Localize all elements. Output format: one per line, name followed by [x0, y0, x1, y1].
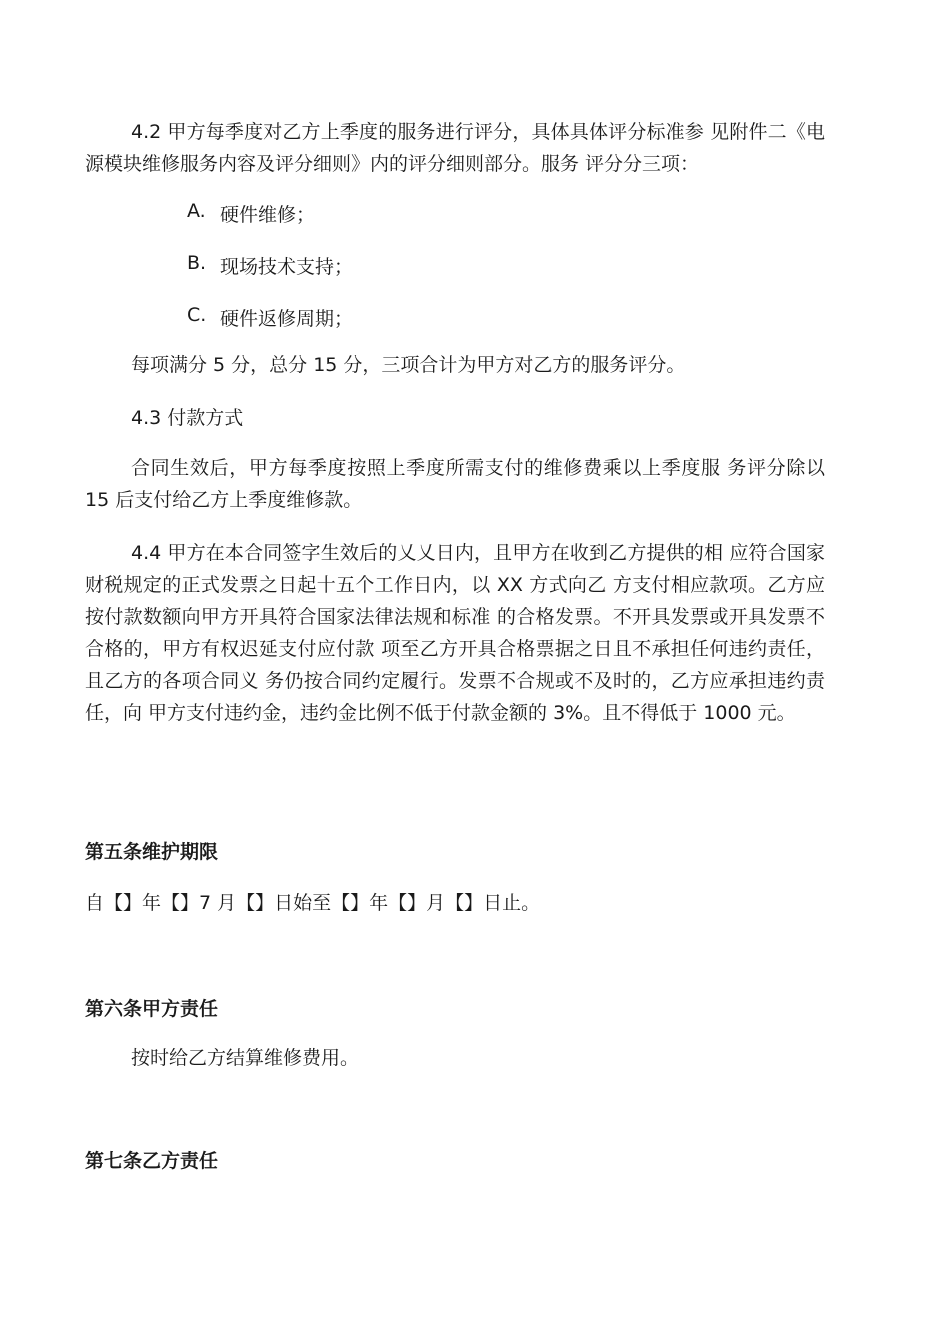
list-item-text: 硬件返修周期；	[220, 308, 354, 330]
clause-4-2: 4.2 甲方每季度对乙方上季度的服务进行评分，具体具体评分标准参 见附件二《电源模块维修服务内容及评分细则》内的评分细则部分。服务 评分分三项：	[85, 121, 825, 175]
list-item	[187, 252, 353, 279]
list-item-label: A.	[187, 200, 206, 222]
list-item	[187, 200, 315, 227]
article-5-title: 第五条维护期限	[85, 841, 219, 863]
clause-4-4: 4.4 甲方在本合同签字生效后的乂乂日内，且甲方在收到乙方提供的相 应符合国家财税规定的正式发票之日起十五个工作日内，以 XX 方式向乙 方支付相应款项。乙方应按付款数额向甲方开具符合国家法律法规和标准 的合格发票。不开具发票或开具发票不合格的，甲方有权迟延支付应付款 项至乙方开具合格票据之日且不承担任何违约责任，且乙方的各项合同义 务仍按合同约定履行。发票不合规或不及时的，乙方应承担违约责任，向 甲方支付违约金，违约金比例不低于付款金额的 3%。且不得低于 1000 元。	[85, 542, 825, 724]
list-item-text: 现场技术支持；	[220, 256, 354, 278]
clause-4-3-title: 4.3 付款方式	[131, 407, 244, 429]
clause-4-3-body: 合同生效后，甲方每季度按照上季度所需支付的维修费乘以上季度服 务评分除以 15 后支付给乙方上季度维修款。	[85, 457, 825, 511]
list-item	[187, 304, 353, 331]
article-5-body: 自【】年【】7 月【】日始至【】年【】月【】日止。	[85, 892, 541, 914]
article-7-title: 第七条乙方责任	[85, 1150, 219, 1172]
list-item-label: B.	[187, 252, 207, 274]
list-item-label: C.	[187, 304, 207, 326]
article-6-body: 按时给乙方结算维修费用。	[131, 1047, 360, 1069]
article-6-title: 第六条甲方责任	[85, 998, 219, 1020]
score-note: 每项满分 5 分，总分 15 分，三项合计为甲方对乙方的服务评分。	[131, 354, 686, 376]
list-item-text: 硬件维修；	[220, 204, 316, 226]
